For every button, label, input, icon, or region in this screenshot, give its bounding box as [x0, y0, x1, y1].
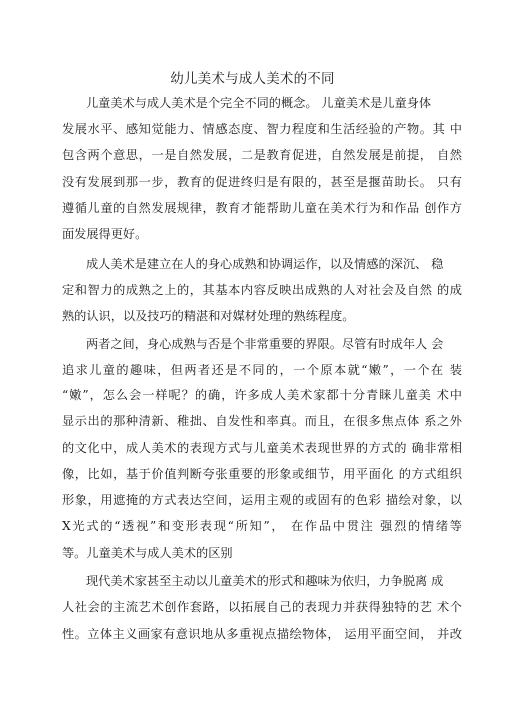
text-line: 两者之间，身心成熟与否是个非常重要的界限。尽管有时成年人 会	[86, 337, 444, 351]
text-line: 现代美术家甚至主动以儿童美术的形式和趣味为依归，力争脱离 成	[86, 574, 444, 588]
text-line: 追求儿童的趣味，但两者还是不同的，一个原本就“嫩”，一个在 装	[62, 363, 462, 377]
text-line: 成人美术是建立在人的身心成熟和协调运作，以及情感的深沉、 稳	[86, 257, 444, 271]
document-title: 幼儿美术与成人美术的不同	[170, 71, 335, 87]
text-line: 像，比如，基于价值判断夸张重要的形象或细节，用平面化 的方式组织	[62, 467, 462, 481]
text-line: 等。儿童美术与成人美术的区别	[62, 546, 233, 560]
text-line: 定和智力的成熟之上的，其基本内容反映出成熟的人对社会及自然 的成	[62, 283, 462, 297]
text-line: 发展水平、感知觉能力、情感态度、智力程度和生活经验的产物。其 中	[62, 122, 462, 136]
text-line: 熟的认识，以及技巧的精湛和对媒材处理的熟练程度。	[62, 309, 355, 323]
text-line: 包含两个意思，一是自然发展，二是教育促进，自然发展是前提， 自然	[62, 148, 462, 162]
text-line: 面发展得更好。	[62, 227, 148, 241]
text-line: 形象，用遮掩的方式表达空间，运用主观的或固有的色彩 描绘对象，以	[62, 493, 462, 507]
text-line: 性。立体主义画家有意识地从多重视点描绘物体， 运用平面空间， 并改	[62, 627, 462, 641]
text-line: 儿童美术与成人美术是个完全不同的概念。 儿童美术是儿童身体	[86, 96, 432, 110]
text-line: 遵循儿童的自然发展规律，教育才能帮助儿童在美术行为和作品 创作方	[62, 201, 462, 215]
text-line: 没有发展到那一步，教育的促进终归是有限的，甚至是揠苗助长。 只有	[62, 175, 462, 189]
text-line: X光式的“透视”和变形表现“所知”， 在作品中贯注 强烈的情绪等	[62, 519, 462, 533]
text-line: 人社会的主流艺术创作套路，以拓展自己的表现力并获得独特的艺 术个	[62, 600, 462, 614]
text-line: “嫩”，怎么会一样呢？的确，许多成人美术家都十分青睐儿童美 术中	[62, 388, 462, 402]
text-line: 的文化中，成人美术的表现方式与儿童美术表现世界的方式的 确非常相	[62, 441, 462, 455]
text-line: 显示出的那种清新、稚拙、自发性和率真。而且，在很多焦点体 系之外	[62, 414, 462, 428]
